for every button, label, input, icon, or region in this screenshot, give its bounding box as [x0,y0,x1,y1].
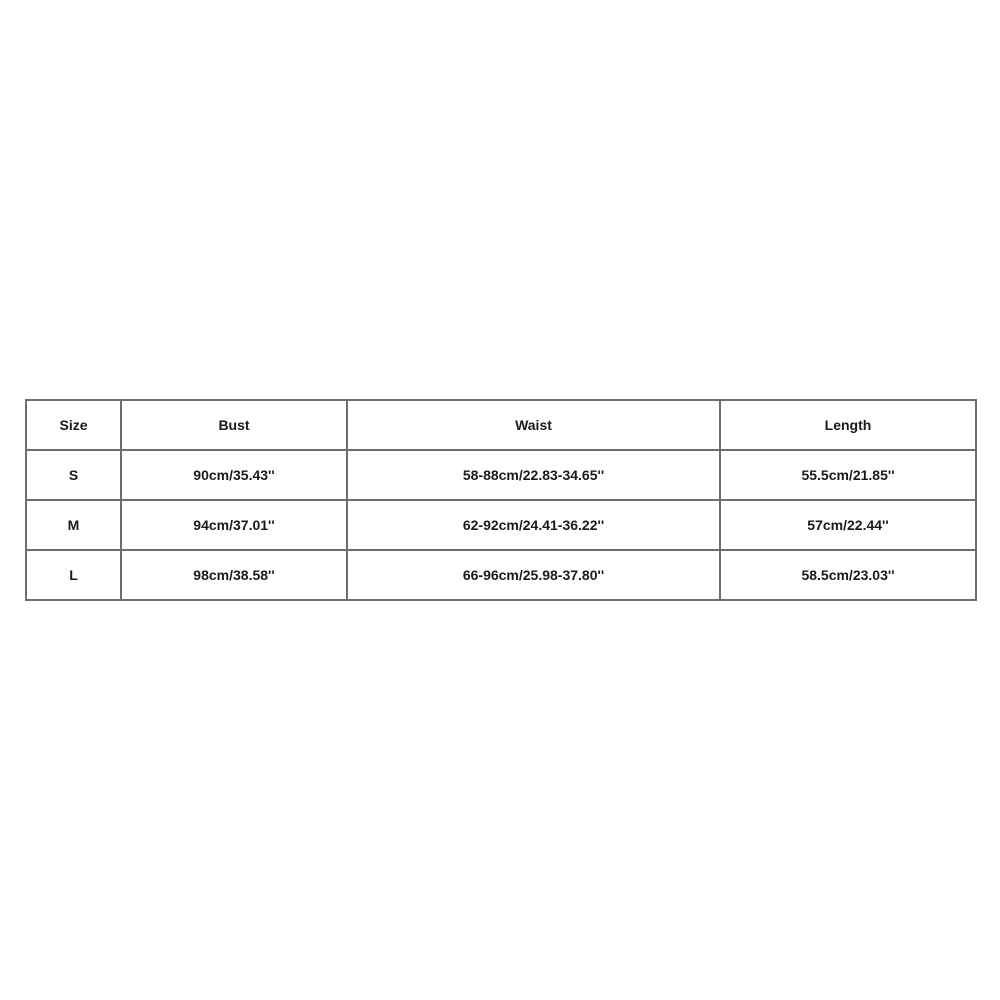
cell-size: M [26,500,121,550]
cell-size: L [26,550,121,600]
cell-bust: 98cm/38.58'' [121,550,347,600]
header-waist: Waist [347,400,720,450]
table-row [26,550,976,600]
cell-waist: 62-92cm/24.41-36.22'' [347,500,720,550]
cell-size: S [26,450,121,500]
table-row [26,450,976,500]
cell-length: 57cm/22.44'' [720,500,976,550]
cell-length: 55.5cm/21.85'' [720,450,976,500]
cell-waist: 58-88cm/22.83-34.65'' [347,450,720,500]
header-bust: Bust [121,400,347,450]
cell-waist: 66-96cm/25.98-37.80'' [347,550,720,600]
cell-length: 58.5cm/23.03'' [720,550,976,600]
table-header-row [26,400,976,450]
header-length: Length [720,400,976,450]
cell-bust: 90cm/35.43'' [121,450,347,500]
cell-bust: 94cm/37.01'' [121,500,347,550]
header-size: Size [26,400,121,450]
table-row [26,500,976,550]
size-chart-table [25,399,977,601]
